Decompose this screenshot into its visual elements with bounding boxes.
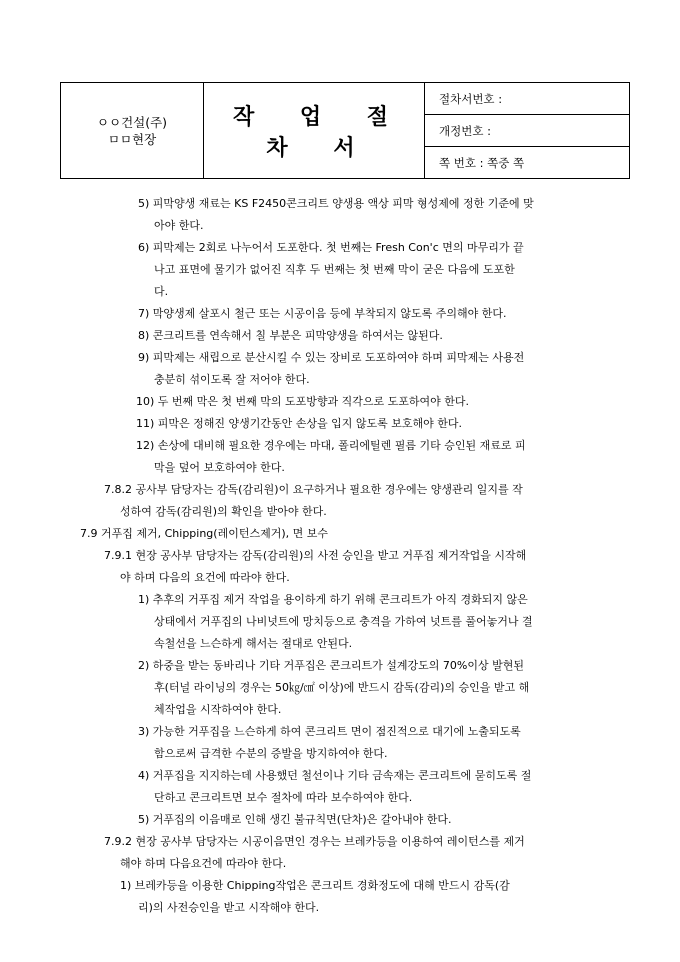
body-line: 리)의 사전승인을 받고 시작해야 한다. bbox=[138, 901, 320, 914]
body-line: 1) 브레카등을 이용한 Chipping작업은 콘크리트 경화정도에 대해 반드시 감독(감 bbox=[120, 879, 510, 892]
body-line: 성하여 감독(감리원)의 확인을 받아야 한다. bbox=[120, 505, 327, 518]
body-line: 단하고 콘크리트면 보수 절차에 따라 보수하여야 한다. bbox=[154, 791, 413, 804]
page-number-label: 쪽 번호 : 쪽중 쪽 bbox=[425, 147, 630, 179]
body-line: 8) 콘크리트를 연속해서 칠 부분은 피막양생을 하여서는 않된다. bbox=[138, 329, 443, 342]
body-line: 충분히 섞이도록 잘 저어야 한다. bbox=[154, 373, 310, 386]
body-line: 함으로써 급격한 수분의 증발을 방지하여야 한다. bbox=[154, 747, 388, 760]
body-line: 야 하며 다음의 요건에 따라야 한다. bbox=[120, 571, 290, 584]
revision-number-label: 개정번호 : bbox=[425, 115, 630, 147]
document-title: 작 업 절 차 서 bbox=[204, 83, 425, 179]
body-line: 체작업을 시작하여야 한다. bbox=[154, 703, 282, 716]
body-line: 4) 거푸집을 지지하는데 사용했던 철선이나 기타 금속재는 콘크리트에 묻히도록 절 bbox=[138, 769, 532, 782]
procedure-number-label: 절차서번호 : bbox=[425, 83, 630, 115]
body-line: 9) 피막제는 새립으로 분산시킬 수 있는 장비로 도포하여야 하며 피막제는 사용전 bbox=[138, 351, 525, 364]
body-line: 상태에서 거푸집의 나비넛트에 망치등으로 충격을 가하여 넛트를 풀어놓거나 결 bbox=[154, 615, 533, 628]
body-line: 다. bbox=[154, 285, 169, 298]
company-cell bbox=[61, 83, 204, 179]
body-line: 아야 한다. bbox=[154, 219, 204, 232]
section-heading: 7.9 거푸집 제거, Chipping(레이턴스제거), 면 보수 bbox=[80, 527, 328, 540]
body-line: 6) 피막제는 2회로 나누어서 도포한다. 첫 번째는 Fresh Con'c 면의 마무리가 끝 bbox=[138, 241, 524, 254]
document-header-table bbox=[60, 82, 630, 179]
body-line: 3) 가능한 거푸집을 느슨하게 하여 콘크리트 면이 점진적으로 대기에 노출되도록 bbox=[138, 725, 521, 738]
body-line: 속철선을 느슨하게 해서는 절대로 안된다. bbox=[154, 637, 353, 650]
body-line: 5) 피막양생 재료는 KS F2450콘크리트 양생용 액상 피막 형성제에 정한 기준에 맞 bbox=[138, 197, 534, 210]
body-line: 후(터널 라이닝의 경우는 50㎏/㎠ 이상)에 반드시 감독(감리)의 승인을 받고 해 bbox=[154, 681, 530, 694]
body-line: 1) 추후의 거푸집 제거 작업을 용이하게 하기 위해 콘크리트가 아직 경화되지 않은 bbox=[138, 593, 528, 606]
body-line: 7.8.2 공사부 담당자는 감독(감리원)이 요구하거나 필요한 경우에는 양생관리 일지를 작 bbox=[104, 483, 523, 496]
body-line: 7.9.2 현장 공사부 담당자는 시공이음면인 경우는 브레카등을 이용하여 레이턴스를 제거 bbox=[104, 835, 525, 848]
body-line: 해야 하며 다음요건에 따라야 한다. bbox=[120, 857, 287, 870]
site-name: ㅁㅁ현장 bbox=[107, 131, 157, 147]
body-line: 10) 두 번째 막은 첫 번째 막의 도포방향과 직각으로 도포하여야 한다. bbox=[136, 395, 470, 408]
body-line: 11) 피막은 정해진 양생기간동안 손상을 입지 않도록 보호해야 한다. bbox=[136, 417, 463, 430]
body-line: 5) 거푸집의 이음매로 인해 생긴 불규칙면(단차)은 갈아내야 한다. bbox=[138, 813, 452, 826]
company-name: ㅇㅇ건설(주) bbox=[96, 114, 168, 130]
body-line: 7) 막양생제 살포시 철근 또는 시공이음 등에 부착되지 않도록 주의해야 한다. bbox=[138, 307, 507, 320]
body-line: 12) 손상에 대비해 필요한 경우에는 마대, 폴리에틸렌 필름 기타 승인된 재료로 피 bbox=[136, 439, 526, 452]
body-line: 나고 표면에 물기가 없어진 직후 두 번째는 첫 번째 막이 굳은 다음에 도포한 bbox=[154, 263, 515, 276]
body-line: 막을 덮어 보호하여야 한다. bbox=[154, 461, 285, 474]
body-line: 7.9.1 현장 공사부 담당자는 감독(감리원)의 사전 승인을 받고 거푸집 제거작업을 시작해 bbox=[104, 549, 527, 562]
body-line: 2) 하중을 받는 동바리나 기타 거푸집은 콘크리트가 설계강도의 70%이상 발현된 bbox=[138, 659, 524, 672]
